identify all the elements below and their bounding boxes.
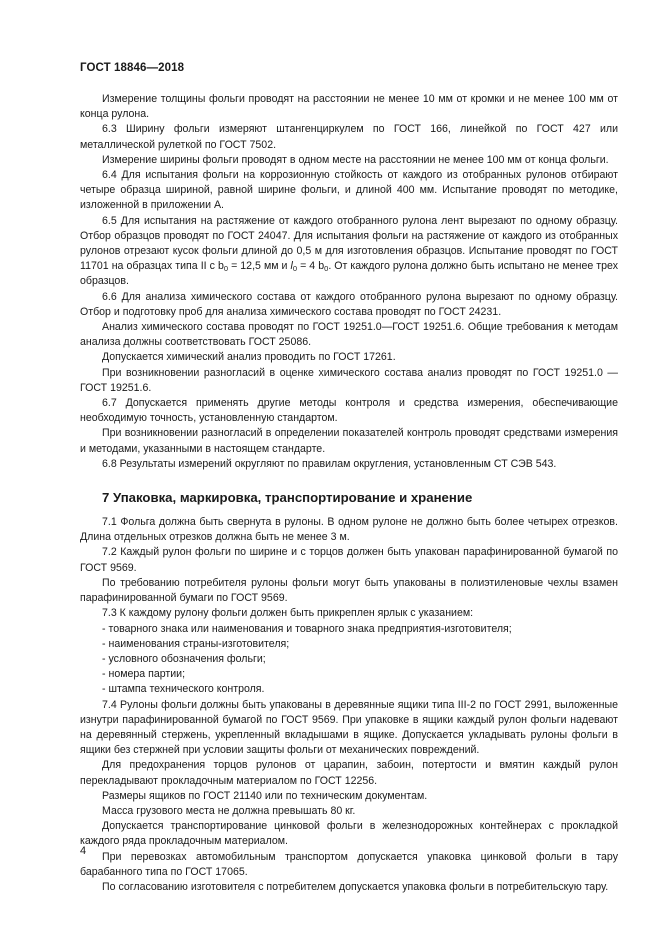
page-number: 4 (80, 845, 87, 857)
paragraph: Анализ химического состава проводят по ГОСТ 19251.0—ГОСТ 19251.6. Общие требования к методам анализа должны соответствовать ГОСТ 25086. (80, 321, 618, 349)
paragraph: 7.1 Фольга должна быть свернута в рулоны. В одном рулоне не должно быть более четырех отрезков. Длина отдельных отрезков должна быть не менее 3 м. (80, 516, 618, 544)
paragraph: Масса грузового места не должна превышать 80 кг. (102, 804, 356, 817)
text-run: 6.5 Для испытания на растяжение от каждого отобранного рулона лент вырезают по одному образцу. Отбор образцов проводят по ГОСТ 24047. Для испытания фольги на растяжение от каждого из отобранных рулонов отрезают кусок фольги длиной до 0,5 м для изготовления образцов. Испытание проводят по ГОСТ 11701 на образцах типа II с b (80, 214, 618, 273)
paragraph: 6.8 Результаты измерений округляют по правилам округления, установленным СТ СЭВ 543. (102, 457, 557, 470)
paragraph: 6.3 Ширину фольги измеряют штангенциркулем по ГОСТ 166, линейкой по ГОСТ 427 или металлической рулеткой по ГОСТ 7502. (80, 123, 618, 151)
paragraph: При перевозках автомобильным транспортом допускается упаковка цинковой фольги в тару барабанного типа по ГОСТ 17065. (80, 850, 618, 878)
paragraph: Измерение толщины фольги проводят на расстоянии не менее 10 мм от кромки и не менее 100 мм от конца рулона. (80, 93, 618, 121)
list-item: - условного обозначения фольги; (102, 652, 266, 665)
paragraph: Допускается транспортирование цинковой фольги в железнодорожных контейнерах с прокладкой каждого ряда прокладочным материалом. (80, 820, 618, 848)
standard-designation: ГОСТ 18846—2018 (80, 62, 185, 74)
subscript: 0 (223, 264, 229, 274)
section-heading: 7 Упаковка, маркировка, транспортирование и хранение (102, 490, 473, 506)
paragraph: Для предохранения торцов рулонов от царапин, забоин, потертости и вмятин каждый рулон перекладывают прокладочным материалом по ГОСТ 12256. (80, 759, 618, 787)
paragraph: 6.7 Допускается применять другие методы контроля и средства измерения, обеспечивающие необходимую точность, установленную стандартом. (80, 397, 618, 425)
symbol-l: l (290, 260, 293, 273)
list-item: - штампа технического контроля. (102, 683, 265, 696)
page-body (80, 92, 618, 895)
list-item: - товарного знака или наименования и товарного знака предприятия-изготовителя; (102, 622, 512, 635)
paragraph: 7.3 К каждому рулону фольги должен быть прикреплен ярлык с указанием: (102, 607, 474, 620)
paragraph: 6.6 Для анализа химического состава от каждого отобранного рулона вырезают по одному образцу. Отбор и подготовку проб для анализа химического состава проводят по ГОСТ 24231. (80, 290, 618, 318)
paragraph: 6.4 Для испытания фольги на коррозионную стойкость от каждого из отобранных рулонов отбирают четыре образца шириной, равной ширине фольги, и длиной 400 мм. Испытание проводят по методике, изложенной в приложении А. (80, 169, 618, 212)
paragraph: Измерение ширины фольги проводят в одном месте на расстоянии не менее 100 мм от конца фольги. (102, 153, 609, 166)
paragraph: При возникновении разногласий в определении показателей контроль проводят средствами измерения и методами, указанными в настоящем стандарте. (80, 427, 618, 455)
text-run: = 12,5 мм и (228, 260, 291, 273)
paragraph: Допускается химический анализ проводить по ГОСТ 17261. (102, 351, 396, 364)
text-run: = 4 b (297, 260, 325, 273)
list-item: - наименования страны-изготовителя; (102, 637, 290, 650)
subscript: 0 (292, 264, 298, 274)
paragraph: 7.4 Рулоны фольги должны быть упакованы в деревянные ящики типа III-2 по ГОСТ 2991, выложенные изнутри парафинированной бумагой по ГОСТ 9569. При упаковке в ящики каждый рулон фольги надевают на деревянный стержень, укрепленный вкладышами в ящике. Допускается укладывать рулоны фольги в ящики без стержней при условии защиты фольги от механических повреждений. (80, 698, 618, 757)
paragraph: Размеры ящиков по ГОСТ 21140 или по техническим документам. (102, 789, 428, 802)
paragraph: 7.2 Каждый рулон фольги по ширине и с торцов должен быть упакован парафинированной бумагой по ГОСТ 9569. (80, 546, 618, 574)
subscript: 0 (324, 264, 329, 274)
text-run: . От каждого рулона должно быть испытано не менее трех образцов. (80, 260, 618, 288)
paragraph-6-5 (80, 214, 618, 290)
list-item: - номера партии; (102, 668, 186, 681)
paragraph: По требованию потребителя рулоны фольги могут быть упакованы в полиэтиленовые чехлы взамен парафинированной бумаги по ГОСТ 9569. (80, 576, 618, 605)
paragraph: По согласованию изготовителя с потребителем допускается упаковка фольги в потребительскую тару. (102, 880, 609, 893)
paragraph: При возникновении разногласий в оценке химического состава анализ проводят по ГОСТ 19251.0 — ГОСТ 19251.6. (80, 366, 618, 394)
